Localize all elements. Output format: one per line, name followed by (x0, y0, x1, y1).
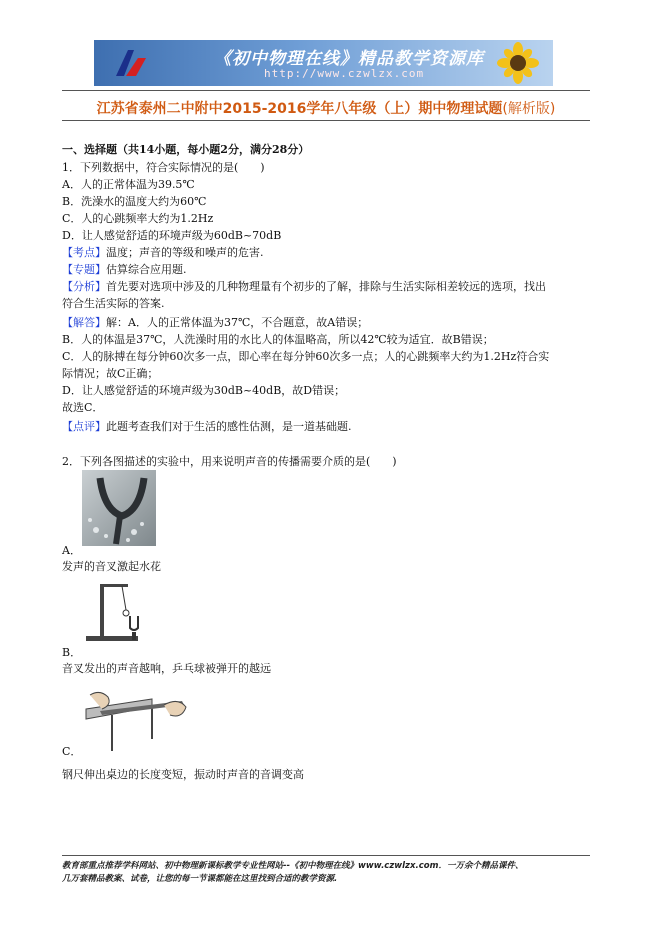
fenxi-tag: 【分析】 (62, 280, 106, 293)
q1-jieda-c-cont: 际情况；故C正确； (62, 367, 159, 380)
q2-option-c-caption: 钢尺伸出桌边的长度变短，振动时声音的音调变高 (62, 768, 304, 781)
q1-dianping: 【点评】此题考查我们对于生活的感性估测，是一道基础题. (62, 420, 352, 433)
kaodian-tag: 【考点】 (62, 246, 106, 259)
banner-url[interactable]: http://www.czwlzx.com (264, 67, 425, 80)
q2-option-b-letter: B． (62, 646, 82, 659)
page-footer (62, 860, 523, 886)
sunflower-icon (493, 42, 543, 84)
footer-rule (62, 855, 590, 856)
q2-option-c-letter: C． (62, 745, 82, 758)
pendulum-tuning-fork-image (82, 580, 152, 644)
site-logo-icon (112, 46, 152, 80)
dianping-tag: 【点评】 (62, 420, 106, 433)
q2-option-a-letter: A． (62, 544, 81, 557)
q1-jieda-d: D．让人感觉舒适的环境声级为30dB~40dB，故D错误； (62, 384, 346, 397)
q1-option-a: A．人的正常体温为39.5℃ (62, 178, 195, 191)
header-banner (94, 40, 553, 86)
q1-jieda: 【解答】解：A．人的正常体温为37℃，不合题意，故A错误； (62, 316, 369, 329)
page-title: 江苏省泰州二中附中2015-2016学年八年级（上）期中物理试题(解析版) (96, 101, 556, 117)
zhuanti-tag: 【专题】 (62, 263, 106, 276)
q1-fenxi-cont: 符合生活实际的答案. (62, 297, 165, 310)
jieda-tag: 【解答】 (62, 316, 106, 329)
title-suffix: (解析版) (502, 101, 556, 117)
q1-jieda-b: B．人的体温是37℃，人洗澡时用的水比人的体温略高，所以42℃较为适宜．故B错误； (62, 333, 494, 346)
q1-option-c: C．人的心跳频率大约为1.2Hz (62, 212, 214, 225)
q1-option-b: B．洗澡水的温度大约为60℃ (62, 195, 207, 208)
section-heading: 一、选择题（共14小题，每小题2分，满分28分） (62, 143, 310, 156)
q2-stem: 2．下列各图描述的实验中，用来说明声音的传播需要介质的是( ) (62, 455, 397, 468)
title-rule (62, 120, 590, 121)
q1-zhuanti: 【专题】估算综合应用题. (62, 263, 187, 276)
q2-option-a-caption: 发声的音叉激起水花 (62, 560, 161, 573)
q1-fenxi: 【分析】首先要对选项中涉及的几种物理量有个初步的了解，排除与生活实际相差较远的选项，找出 (62, 280, 546, 293)
footer-line-1: 教育部重点推荐学科网站、初中物理新课标教学专业性网站--《初中物理在线》www.czwlzx.com．一万余个精品课件、 (62, 861, 524, 871)
q1-answer: 故选C． (62, 401, 104, 414)
q2-option-b-caption: 音叉发出的声音越响，乒乓球被弹开的越远 (62, 662, 271, 675)
footer-line-2: 几万套精品教案、试卷，让您的每一节课都能在这里找到合适的教学资源. (62, 874, 338, 884)
q1-option-d: D．让人感觉舒适的环境声级为60dB~70dB (62, 229, 282, 242)
tuning-fork-water-image (82, 470, 156, 546)
q1-stem: 1．下列数据中，符合实际情况的是( ) (62, 161, 265, 174)
steel-ruler-table-image (82, 685, 190, 753)
header-rule (62, 90, 590, 91)
q1-jieda-c: C．人的脉搏在每分钟60次多一点，即心率在每分钟60次多一点；人的心跳频率大约为1.2Hz符合实 (62, 350, 550, 363)
banner-brand: 《初中物理在线》精品教学资源库 (214, 49, 484, 69)
q1-kaodian: 【考点】温度；声音的等级和噪声的危害. (62, 246, 264, 259)
